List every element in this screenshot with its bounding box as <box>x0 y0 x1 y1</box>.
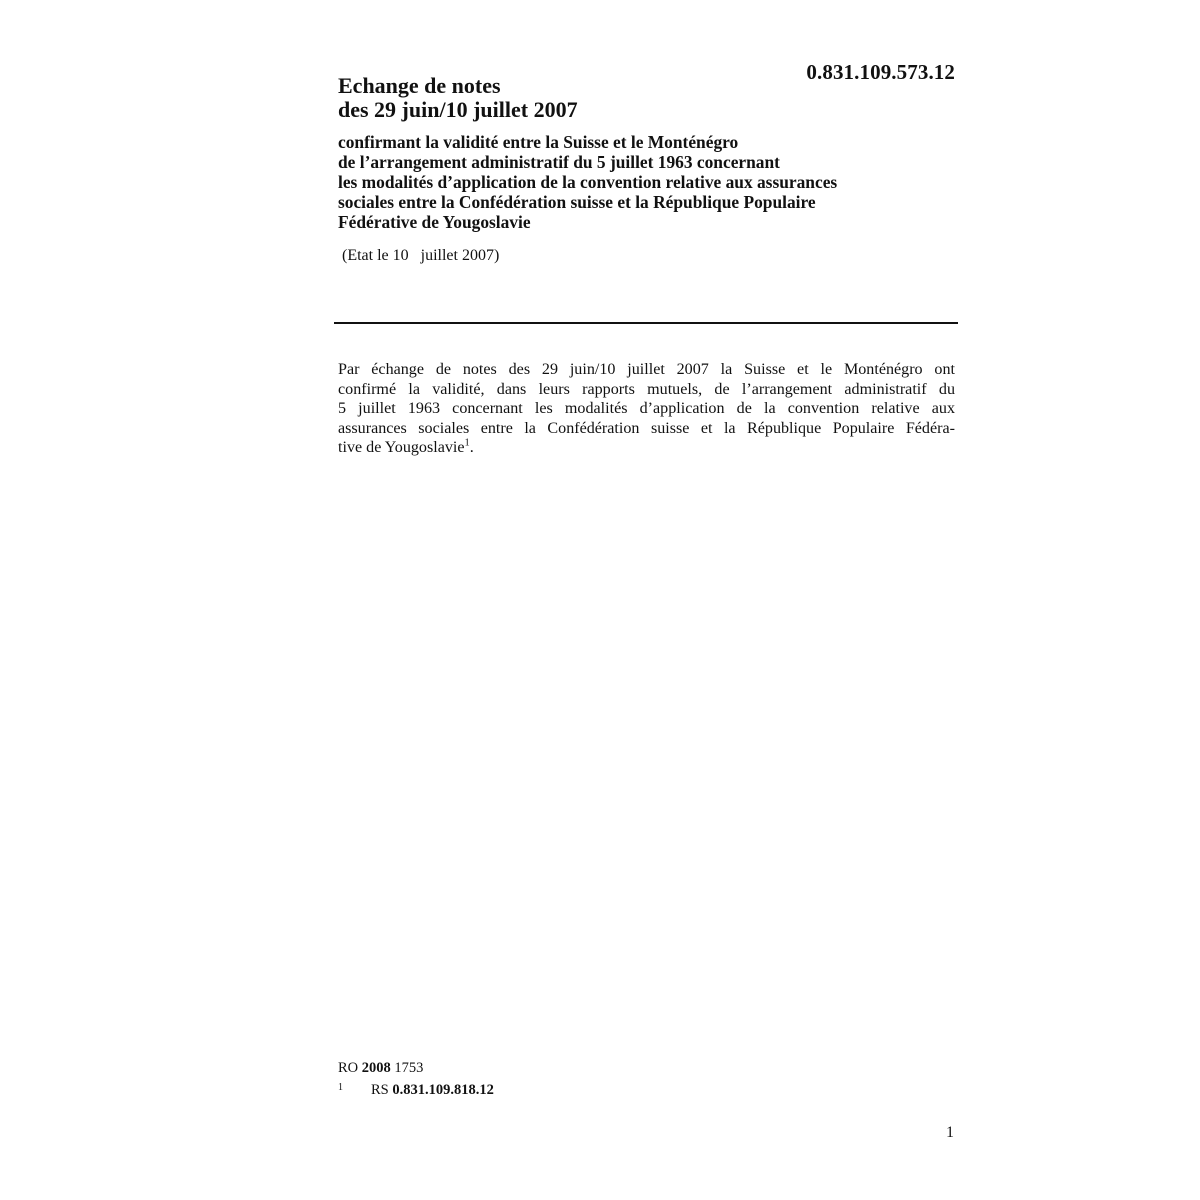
body-line: 5 juillet 1963 concernant les modalités d’application de la convention relative aux <box>338 400 955 417</box>
horizontal-divider <box>334 322 958 324</box>
footnote-number: 1 <box>338 1082 343 1093</box>
document-number: 0.831.109.573.12 <box>806 60 955 84</box>
footnotes <box>338 1058 738 1100</box>
footnote-prefix: RS <box>371 1082 389 1098</box>
subtitle-line: les modalités d’application de la convention relative aux assurances <box>338 172 838 192</box>
title-line: des 29 juin/10 juillet 2007 <box>338 97 578 122</box>
document-title <box>338 74 768 122</box>
body-paragraph <box>338 360 955 458</box>
subtitle-line: confirmant la validité entre la Suisse et le Monténégro <box>338 132 739 152</box>
source-page: 1753 <box>394 1060 424 1076</box>
body-line: Par échange de notes des 29 juin/10 juillet 2007 la Suisse et le Monténégro ont <box>338 361 955 378</box>
body-last-line <box>338 438 955 458</box>
document-subtitle <box>338 132 958 232</box>
subtitle-line: sociales entre la Confédération suisse et la République Populaire <box>338 192 816 212</box>
body-line: confirmé la validité, dans leurs rapports mutuels, de l’arrangement administratif du <box>338 380 955 398</box>
subtitle-line: Fédérative de Yougoslavie <box>338 212 531 232</box>
body-line-text: tive de Yougoslavie <box>338 439 465 456</box>
page-number: 1 <box>946 1124 954 1141</box>
title-line: Echange de notes <box>338 73 501 98</box>
document-state-date: (Etat le 10 juillet 2007) <box>342 247 500 264</box>
footnote-item <box>338 1078 738 1100</box>
footnote-reference[interactable]: 1 <box>464 437 470 449</box>
body-line-end: . <box>469 439 474 456</box>
footnote-rs-reference: 0.831.109.818.12 <box>392 1082 494 1098</box>
source-reference <box>338 1058 738 1078</box>
source-year: 2008 <box>361 1060 391 1076</box>
body-line: assurances sociales entre la Confédération suisse et la République Populaire Fédéra- <box>338 419 955 437</box>
subtitle-line: de l’arrangement administratif du 5 juillet 1963 concernant <box>338 152 780 172</box>
source-prefix: RO <box>338 1060 359 1076</box>
